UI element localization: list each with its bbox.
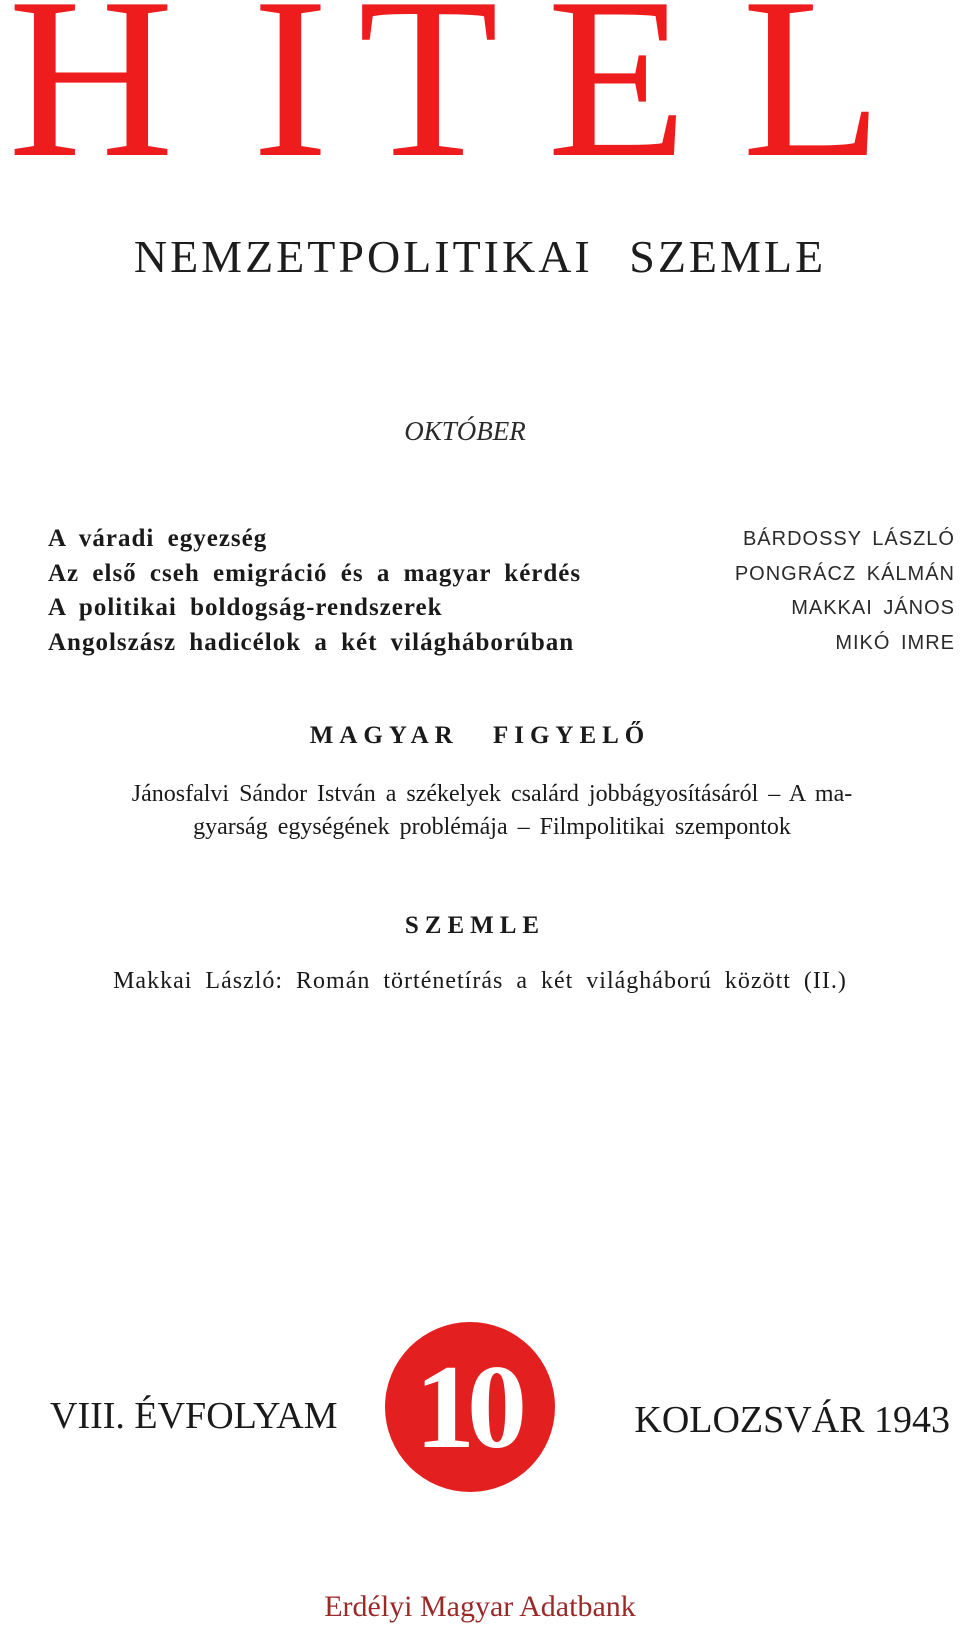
issue-number: 10 xyxy=(415,1340,519,1473)
masthead-letter-h: H xyxy=(8,0,175,205)
place-year-label: KOLOZSVÁR 1943 xyxy=(634,1399,950,1441)
article-title: Az első cseh emigráció és a magyar kérdés xyxy=(48,559,582,587)
article-author: BÁRDOSSY LÁSZLÓ xyxy=(742,528,955,550)
author-list xyxy=(665,522,955,660)
volume-label: VIII. ÉVFOLYAM xyxy=(50,1395,338,1437)
masthead-letter-i: I xyxy=(252,0,329,205)
source-credit: Erdélyi Magyar Adatbank xyxy=(324,1590,636,1623)
journal-subtitle: NEMZETPOLITIKAI SZEMLE xyxy=(133,231,827,282)
article-title: A politikai boldogság-rendszerek xyxy=(48,594,443,621)
masthead-letter-l: L xyxy=(742,0,883,205)
issue-number-badge xyxy=(385,1322,555,1492)
table-of-contents xyxy=(48,522,668,660)
szemle-text: Makkai László: Román történetírás a két világháború között (II.) xyxy=(113,968,847,994)
article-title: Angolszász hadicélok a két világháborúban xyxy=(48,628,575,656)
magyar-figyelo-line: gyarság egységének problémája – Filmpolitikai szempontok xyxy=(193,814,791,840)
section-heading-magyar-figyelo: MAGYAR FIGYELŐ xyxy=(309,722,651,749)
magyar-figyelo-text xyxy=(54,778,930,844)
issue-month: OKTÓBER xyxy=(404,416,526,446)
masthead-letter-e: E xyxy=(547,0,688,205)
article-author: PONGRÁCZ KÁLMÁN xyxy=(734,562,955,585)
section-heading-szemle: SZEMLE xyxy=(404,912,546,939)
article-author: MIKÓ IMRE xyxy=(835,631,955,654)
article-title: A váradi egyezség xyxy=(48,525,268,552)
masthead-letter-t: T xyxy=(358,0,499,205)
masthead-title xyxy=(0,0,960,205)
article-author: MAKKAI JÁNOS xyxy=(791,597,955,619)
magyar-figyelo-line: Jánosfalvi Sándor István a székelyek csalárd jobbágyosításáról – A ma- xyxy=(131,781,853,807)
